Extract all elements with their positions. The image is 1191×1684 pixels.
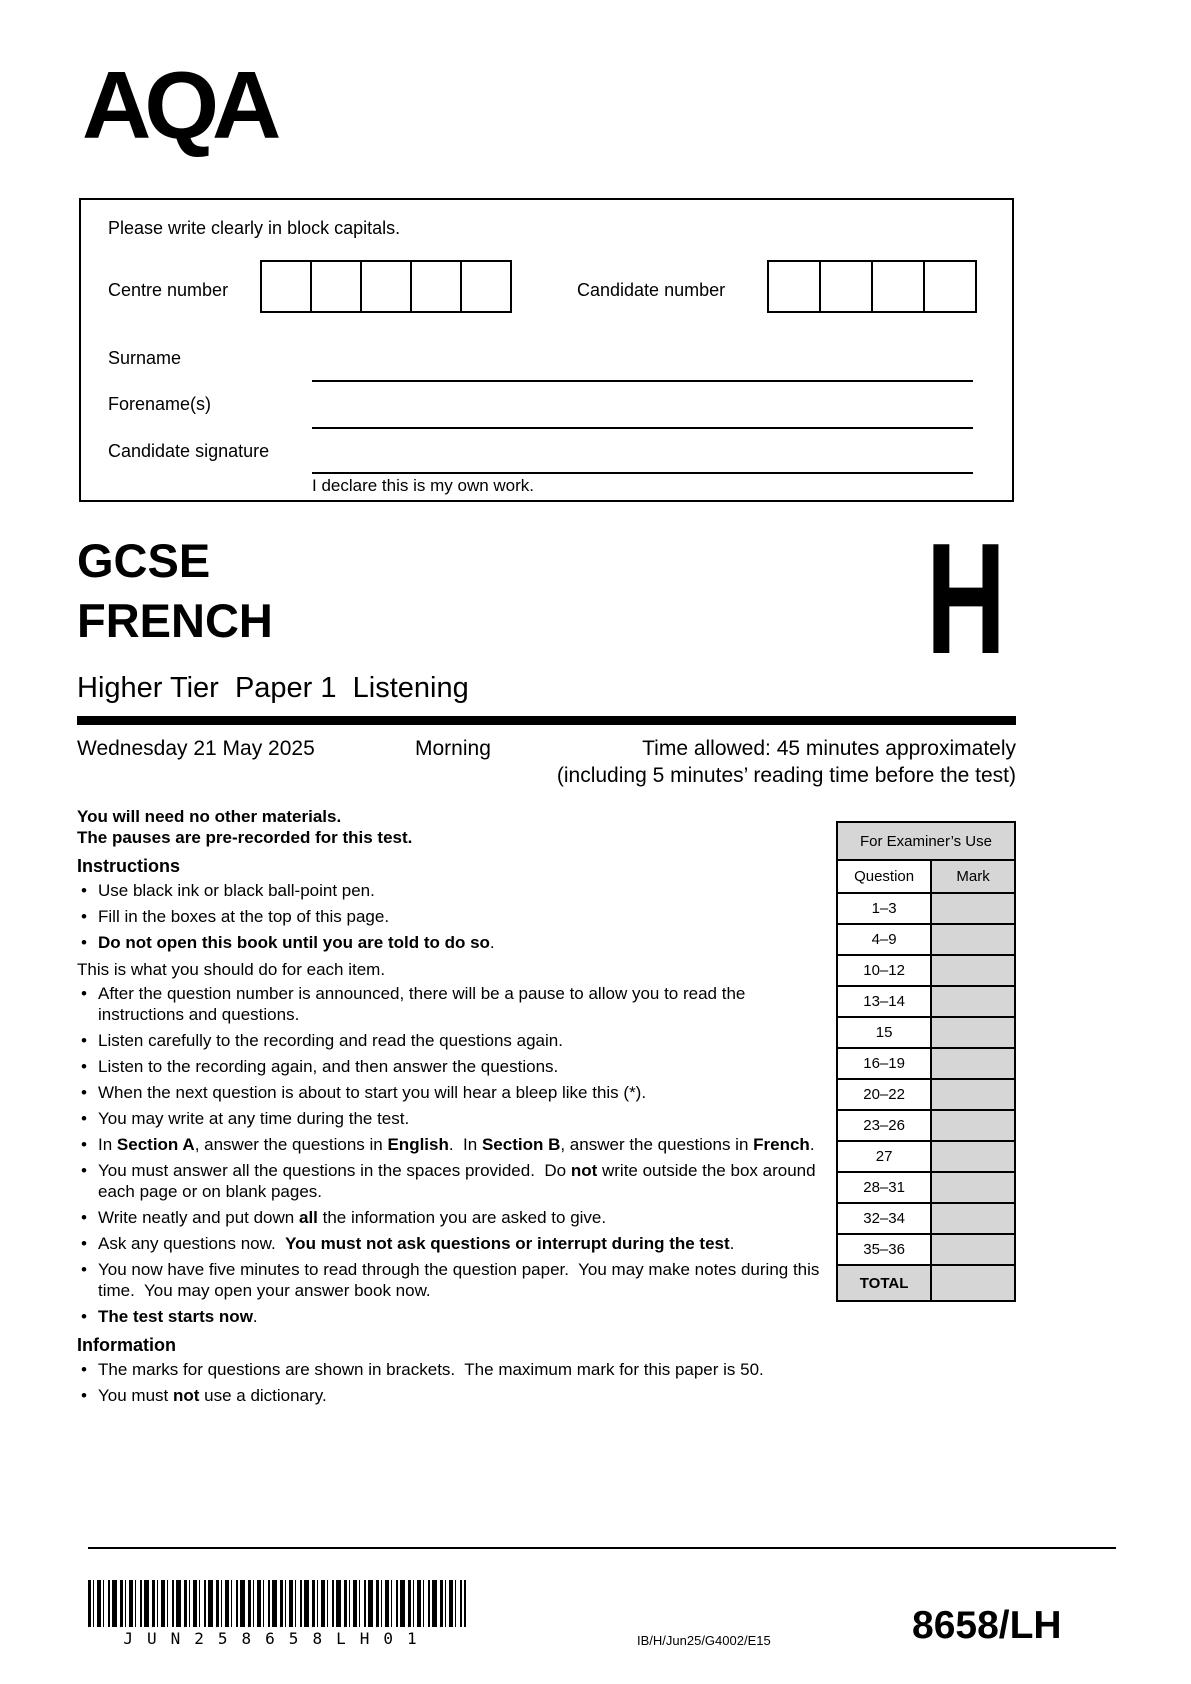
question-range-cell: 28–31	[837, 1172, 931, 1203]
signature-label: Candidate signature	[108, 441, 270, 461]
instructions-interlude: This is what you should do for each item.	[77, 960, 386, 979]
front-cover-text	[77, 806, 827, 1411]
declaration-text: I declare this is my own work.	[312, 476, 535, 495]
examiner-row	[837, 893, 1015, 924]
bullet-item: • Use black ink or black ball-point pen.	[77, 880, 827, 901]
centre-number-cells[interactable]	[260, 260, 512, 313]
bullet-item: • The marks for questions are shown in brackets. The maximum mark for this paper is 50.	[77, 1359, 827, 1380]
surname-entry-line[interactable]	[312, 380, 973, 382]
forename-label: Forename(s)	[108, 394, 212, 414]
exam-session: Morning	[415, 737, 491, 760]
examiner-row	[837, 1017, 1015, 1048]
bullet-item: • Listen to the recording again, and then answer the questions.	[77, 1056, 827, 1077]
bullet-item: • You now have five minutes to read through the question paper. You may make notes during this time. You may open your answer book now.	[77, 1259, 827, 1301]
mark-cell	[931, 1048, 1015, 1079]
examiner-use-table	[836, 821, 1016, 1302]
total-label: TOTAL	[837, 1265, 931, 1301]
surname-label: Surname	[108, 348, 182, 368]
mark-cell	[931, 1110, 1015, 1141]
bullet-item: • Listen carefully to the recording and read the questions again.	[77, 1030, 827, 1051]
qualification-title: GCSE	[77, 534, 211, 587]
examiner-row	[837, 1172, 1015, 1203]
bullet-item: • You must not use a dictionary.	[77, 1385, 827, 1406]
information-list	[77, 1359, 827, 1406]
mark-cell	[931, 1172, 1015, 1203]
question-column-header: Question	[837, 860, 931, 893]
footer-reference-code: IB/H/Jun25/G4002/E15	[637, 1633, 771, 1648]
total-mark-cell	[931, 1265, 1015, 1301]
question-range-cell: 35–36	[837, 1234, 931, 1265]
subject-title: FRENCH	[77, 594, 273, 647]
paper-title: Higher Tier Paper 1 Listening	[77, 672, 469, 704]
examiner-row	[837, 1079, 1015, 1110]
higher-tier-letter: H	[926, 511, 1006, 687]
forename-entry-line[interactable]	[312, 427, 973, 429]
examiner-row	[837, 986, 1015, 1017]
entry-cell[interactable]	[312, 262, 362, 311]
footer-divider-line	[88, 1547, 1116, 1549]
mark-cell	[931, 1203, 1015, 1234]
examiner-row	[837, 1110, 1015, 1141]
examiner-row	[837, 1141, 1015, 1172]
centre-number-label: Centre number	[108, 280, 229, 300]
entry-cell[interactable]	[412, 262, 462, 311]
mark-cell	[931, 1141, 1015, 1172]
instructions-heading: Instructions	[77, 856, 181, 876]
examiner-total-row	[837, 1265, 1015, 1301]
entry-cell[interactable]	[925, 262, 975, 311]
entry-cell[interactable]	[821, 262, 873, 311]
block-capitals-instruction: Please write clearly in block capitals.	[108, 218, 401, 238]
bullet-item: • Fill in the boxes at the top of this page.	[77, 906, 827, 927]
question-range-cell: 15	[837, 1017, 931, 1048]
bullet-item: • Do not open this book until you are told to do so.	[77, 932, 827, 953]
entry-cell[interactable]	[873, 262, 925, 311]
candidate-number-label: Candidate number	[577, 280, 726, 300]
mark-cell	[931, 1234, 1015, 1265]
question-range-cell: 16–19	[837, 1048, 931, 1079]
barcode	[88, 1580, 466, 1627]
barcode-text: JUN258658LH01	[123, 1629, 431, 1648]
question-range-cell: 20–22	[837, 1079, 931, 1110]
bullet-item: • You may write at any time during the test.	[77, 1108, 827, 1129]
exam-date: Wednesday 21 May 2025	[77, 737, 315, 760]
materials-note: You will need no other materials.	[77, 807, 342, 826]
pauses-note: The pauses are pre-recorded for this test.	[77, 828, 413, 847]
mark-cell	[931, 955, 1015, 986]
entry-cell[interactable]	[769, 262, 821, 311]
question-range-cell: 1–3	[837, 893, 931, 924]
mark-cell	[931, 1017, 1015, 1048]
signature-entry-line[interactable]	[312, 472, 973, 474]
time-allowed-note: (including 5 minutes’ reading time before the test)	[556, 764, 1016, 787]
bullet-item: • When the next question is about to start you will hear a bleep like this (*).	[77, 1082, 827, 1103]
examiner-row	[837, 924, 1015, 955]
examiner-row	[837, 1048, 1015, 1079]
examiner-row	[837, 955, 1015, 986]
question-range-cell: 23–26	[837, 1110, 931, 1141]
aqa-logo: AQA	[82, 52, 275, 159]
entry-cell[interactable]	[262, 262, 312, 311]
entry-cell[interactable]	[462, 262, 510, 311]
instructions-list-a	[77, 880, 827, 953]
candidate-number-cells[interactable]	[767, 260, 977, 313]
question-range-cell: 32–34	[837, 1203, 931, 1234]
mark-cell	[931, 924, 1015, 955]
mark-cell	[931, 893, 1015, 924]
entry-cell[interactable]	[362, 262, 412, 311]
instructions-list-b	[77, 983, 827, 1327]
mark-cell	[931, 986, 1015, 1017]
examiner-row	[837, 1203, 1015, 1234]
paper-code: 8658/LH	[912, 1604, 1062, 1647]
question-range-cell: 4–9	[837, 924, 931, 955]
examiner-row	[837, 1234, 1015, 1265]
bullet-item: • Write neatly and put down all the information you are asked to give.	[77, 1207, 827, 1228]
time-allowed: Time allowed: 45 minutes approximately	[642, 737, 1016, 760]
mark-column-header: Mark	[931, 860, 1015, 893]
bullet-item: • Ask any questions now. You must not ask questions or interrupt during the test.	[77, 1233, 827, 1254]
bullet-item: • After the question number is announced, there will be a pause to allow you to read the instructions and questions.	[77, 983, 827, 1025]
question-range-cell: 13–14	[837, 986, 931, 1017]
bullet-item: • In Section A, answer the questions in English. In Section B, answer the questions in French.	[77, 1134, 827, 1155]
mark-cell	[931, 1079, 1015, 1110]
question-range-cell: 10–12	[837, 955, 931, 986]
bullet-item: • The test starts now.	[77, 1306, 827, 1327]
question-range-cell: 27	[837, 1141, 931, 1172]
information-heading: Information	[77, 1335, 176, 1355]
bullet-item: • You must answer all the questions in the spaces provided. Do not write outside the box around each page or on blank pages.	[77, 1160, 827, 1202]
examiner-table-body	[837, 893, 1015, 1265]
examiner-table-title: For Examiner’s Use	[837, 822, 1015, 860]
candidate-details-box	[79, 198, 1014, 502]
title-divider-rule	[77, 716, 1016, 725]
